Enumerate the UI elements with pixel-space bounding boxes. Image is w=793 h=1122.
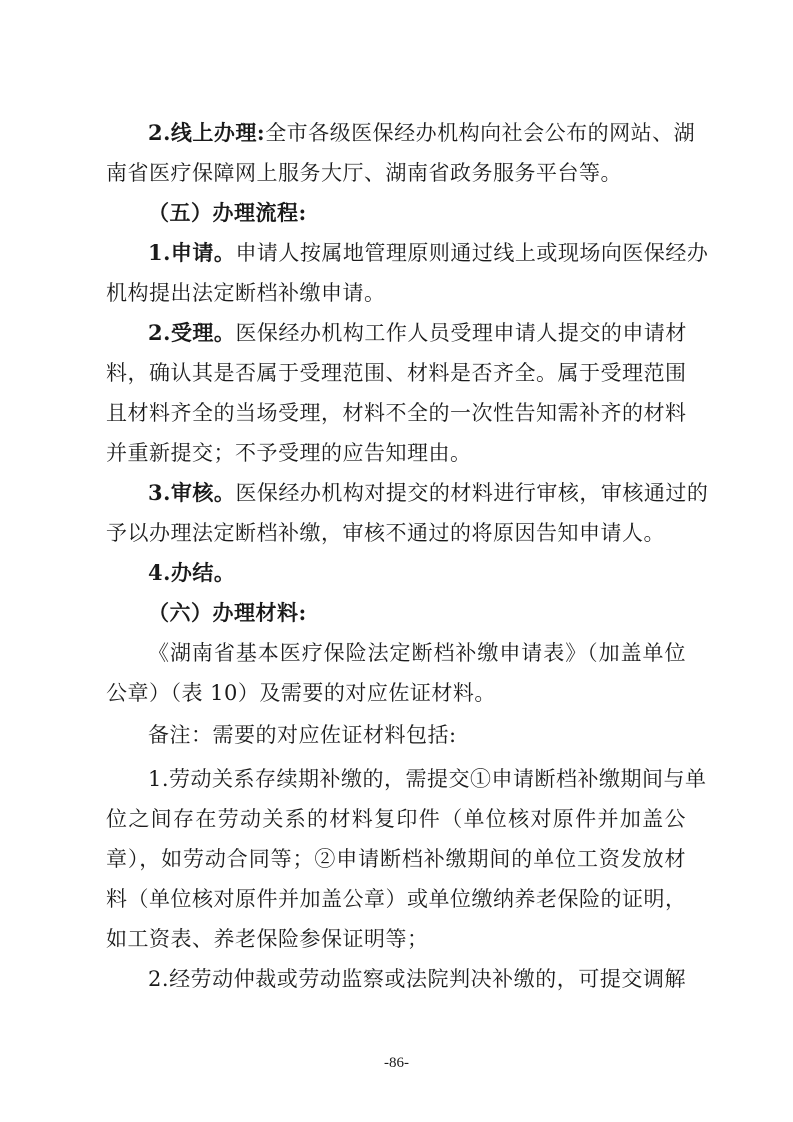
- item1-text-1: 1.劳动关系存续期补缴的，需提交①申请断档补缴期间与单: [148, 767, 707, 791]
- step2-text-1: 医保经办机构工作人员受理申请人提交的申请材: [235, 321, 687, 345]
- item2-text-1: 2.经劳动仲裁或劳动监察或法院判决补缴的，可提交调解: [148, 967, 686, 991]
- materials-text-2: 公章）（表 10）及需要的对应佐证材料。: [106, 681, 496, 705]
- step1-label: 1.申请。: [148, 240, 236, 265]
- section-heading-5: （五）办理流程:: [148, 200, 307, 225]
- item1-text-5: 如工资表、养老保险参保证明等；: [106, 927, 429, 951]
- step2-text-3: 且材料齐全的当场受理，材料不全的一次性告知需补齐的材料: [106, 401, 687, 425]
- item1-text-4: 料（单位核对原件并加盖公章）或单位缴纳养老保险的证明，: [106, 887, 687, 911]
- step3-text-2: 予以办理法定断档补缴，审核不通过的将原因告知申请人。: [106, 521, 665, 545]
- note-text: 备注：需要的对应佐证材料包括:: [148, 723, 457, 747]
- step1-text-1: 申请人按属地管理原则通过线上或现场向医保经办: [235, 241, 709, 265]
- step2-label: 2.受理。: [148, 320, 236, 345]
- step3-label: 3.审核。: [148, 480, 236, 505]
- online-label: 2.线上办理:: [148, 120, 266, 145]
- item1-text-3: 章），如劳动合同等；②申请断档补缴期间的单位工资发放材: [106, 847, 686, 871]
- step3-line1: [148, 478, 709, 508]
- step1-text-2: 机构提出法定断档补缴申请。: [106, 281, 386, 305]
- step2-text-2: 料，确认其是否属于受理范围、材料是否齐全。属于受理范围: [106, 361, 687, 385]
- materials-text-1: 《湖南省基本医疗保险法定断档补缴申请表》（加盖单位: [148, 641, 686, 665]
- step2-text-4: 并重新提交；不予受理的应告知理由。: [106, 441, 472, 465]
- item1-text-2: 位之间存在劳动关系的材料复印件（单位核对原件并加盖公: [106, 807, 686, 831]
- step1-line1: [148, 238, 709, 268]
- step3-text-1: 医保经办机构对提交的材料进行审核，审核通过的: [235, 481, 709, 505]
- online-text-1: 全市各级医保经办机构向社会公布的网站、湖: [265, 121, 696, 145]
- page-number: -86-: [384, 1055, 409, 1071]
- section-heading-6: （六）办理材料:: [148, 600, 307, 625]
- step2-line1: [148, 318, 686, 348]
- paragraph-online-line1: [148, 118, 696, 148]
- online-text-2: 南省医疗保障网上服务大厅、湖南省政务服务平台等。: [106, 161, 622, 185]
- step4-label: 4.办结。: [148, 560, 236, 585]
